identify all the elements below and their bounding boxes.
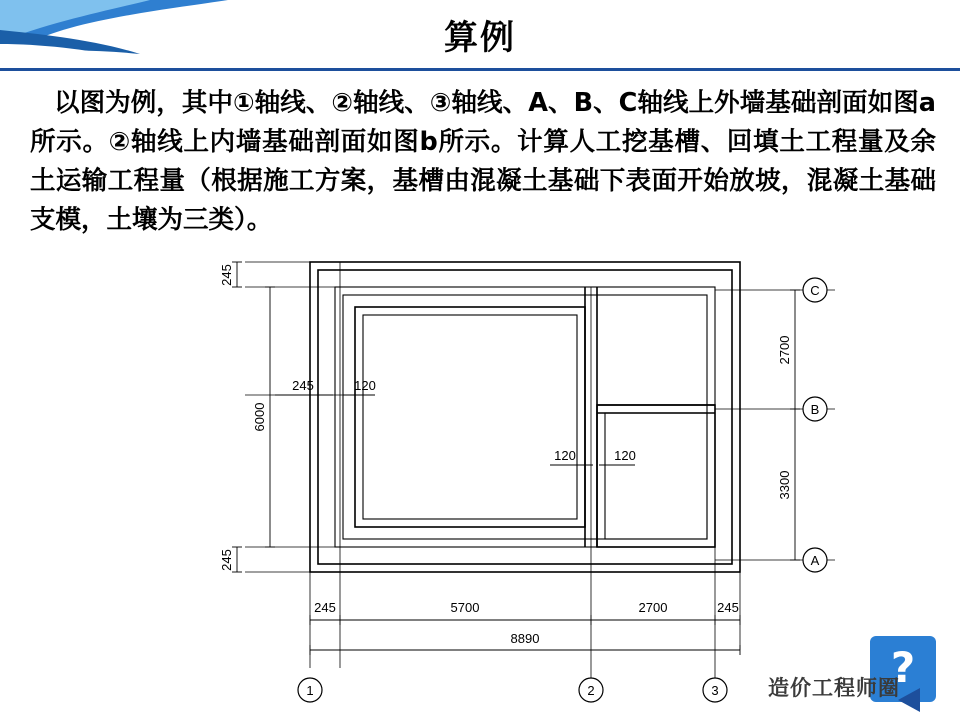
axis-label-a: A (810, 553, 820, 568)
dim-top-left-245: 245 (219, 264, 234, 286)
axis-label-3: 3 (711, 683, 719, 698)
axis-label-1: 1 (306, 683, 314, 698)
axis-label-c: C (810, 283, 820, 298)
dim-inner-120-b: 120 (614, 448, 636, 463)
page-title: 算例 (444, 18, 516, 58)
slide-header (0, 0, 960, 70)
body-paragraph: 以图为例，其中①轴线、②轴线、③轴线、A、B、C轴线上外墙基础剖面如图a所示。②轴线上内墙基础剖面如图b所示。计算人工挖基槽、回填土工程量及余土运输工程量（根据施工方案，基槽由混凝土基础下表面开始放坡，混凝土基础支模，土壤为三类）。 (30, 88, 936, 235)
dim-inner-120-a: 120 (554, 448, 576, 463)
dim-wall-120: 120 (354, 378, 376, 393)
dim-bottom-total-8890: 8890 (510, 631, 540, 646)
dim-bottom-245-left: 245 (314, 600, 336, 615)
header-divider (0, 68, 960, 71)
axis-label-b: B (810, 402, 820, 417)
dim-wall-245: 245 (292, 378, 314, 393)
dim-vertical-2700: 2700 (777, 335, 792, 365)
dim-bottom-2700: 2700 (638, 600, 668, 615)
dim-bottom-245-right: 245 (717, 600, 739, 615)
dim-vertical-3300: 3300 (777, 470, 792, 500)
dim-bottom-left-245: 245 (219, 549, 234, 571)
watermark-label: 造价工程师圈 (768, 676, 900, 700)
axis-label-2: 2 (587, 683, 595, 698)
svg-text:?: ? (890, 643, 916, 692)
dim-vertical-6000: 6000 (252, 402, 267, 432)
dim-bottom-5700: 5700 (450, 600, 480, 615)
